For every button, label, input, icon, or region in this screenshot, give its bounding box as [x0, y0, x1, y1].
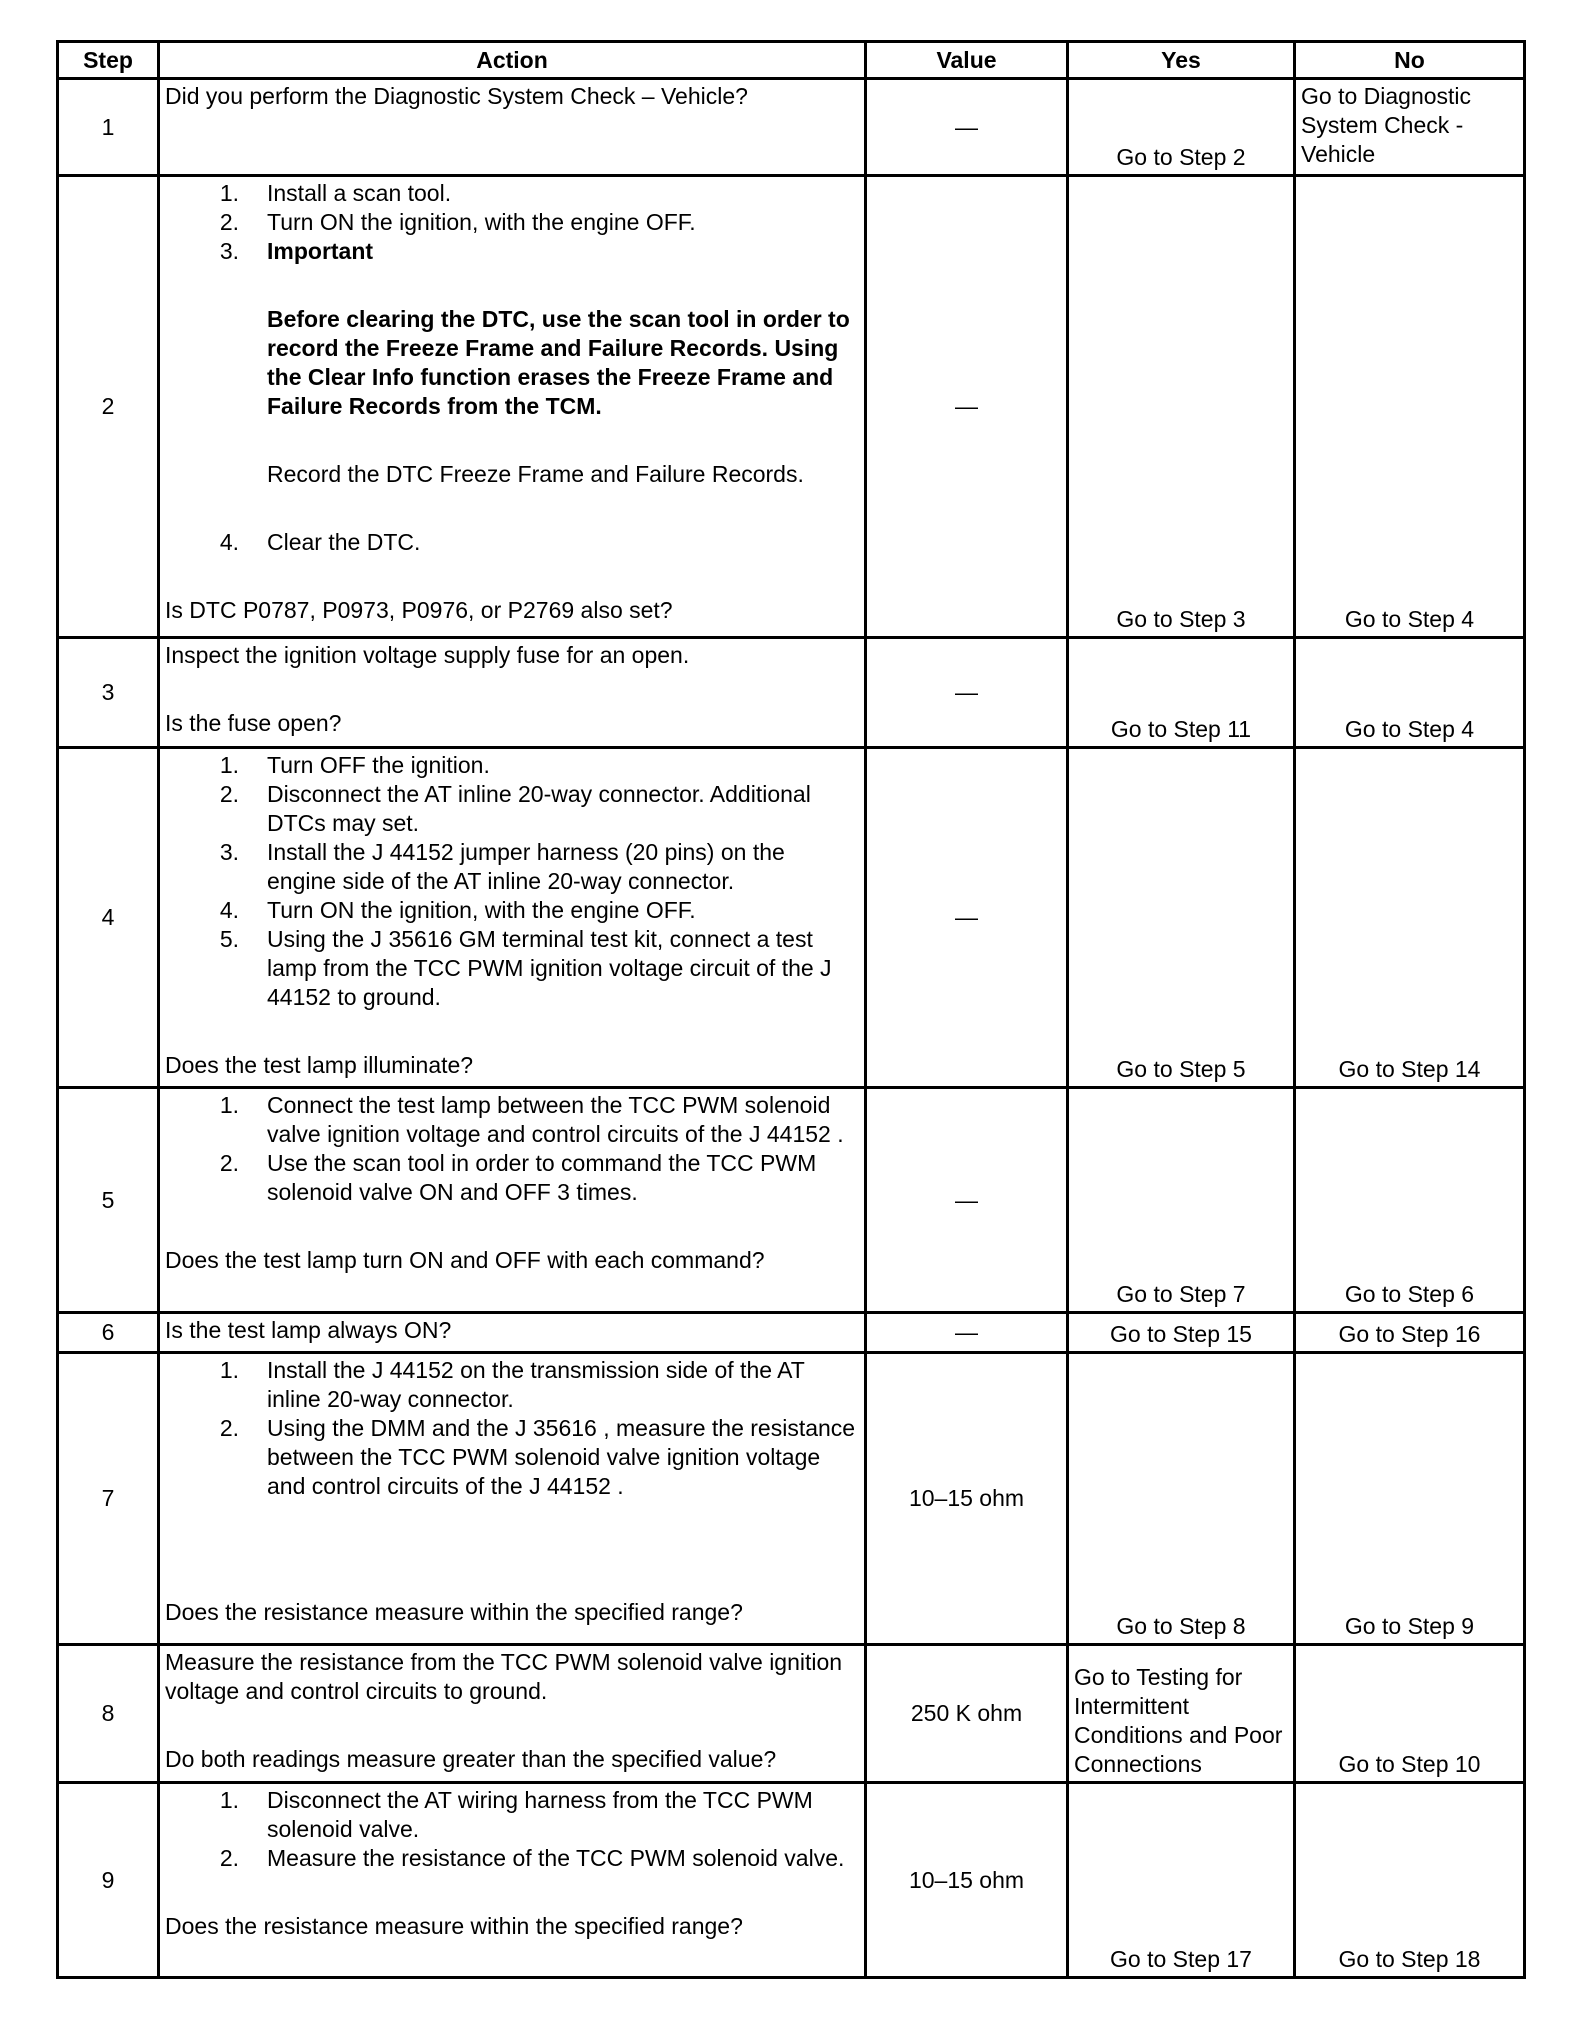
- step-number: 1: [58, 79, 159, 176]
- value-cell: 10–15 ohm: [866, 1783, 1068, 1978]
- list-item: [165, 528, 859, 557]
- no-cell: Go to Diagnostic System Check - Vehicle: [1295, 79, 1525, 176]
- table-row: [58, 1353, 1525, 1645]
- no-cell: Go to Step 18: [1295, 1783, 1525, 1978]
- item-number: 2.: [219, 1415, 239, 1441]
- step-number: 6: [58, 1313, 159, 1353]
- list-item: [165, 1414, 859, 1501]
- yes-cell: Go to Step 3: [1068, 176, 1295, 638]
- table-row: [58, 1313, 1525, 1353]
- action-cell: [159, 1353, 866, 1645]
- item-number: 1.: [219, 1787, 239, 1813]
- list-item: [165, 780, 859, 838]
- list-item: [165, 1786, 859, 1844]
- list-item: [165, 925, 859, 1012]
- record-note: Record the DTC Freeze Frame and Failure Records.: [267, 461, 804, 487]
- value-cell: —: [866, 748, 1068, 1088]
- list-item: [165, 208, 859, 237]
- step-number: 5: [58, 1088, 159, 1313]
- action-text: Is the test lamp always ON?: [165, 1317, 452, 1343]
- action-text: Inspect the ignition voltage supply fuse for an open.: [165, 642, 690, 668]
- value-cell: —: [866, 1313, 1068, 1353]
- item-number: 2.: [219, 1845, 239, 1871]
- item-number: 3.: [219, 839, 239, 865]
- item-number: 2.: [219, 209, 239, 235]
- item-text: Clear the DTC.: [267, 529, 421, 555]
- question-text: Does the resistance measure within the specified range?: [165, 1599, 743, 1625]
- list-item: [165, 751, 859, 780]
- item-number: 4.: [219, 897, 239, 923]
- no-cell: Go to Step 9: [1295, 1353, 1525, 1645]
- action-cell: [159, 1088, 866, 1313]
- item-number: 5.: [219, 926, 239, 952]
- header-step: Step: [58, 42, 159, 79]
- question-text: Does the test lamp illuminate?: [165, 1052, 474, 1078]
- important-label: Important: [267, 238, 374, 264]
- item-number: 1.: [219, 180, 239, 206]
- action-cell: [159, 638, 866, 748]
- item-text: Disconnect the AT wiring harness from the TCC PWM solenoid valve.: [267, 1787, 813, 1842]
- item-number: 1.: [219, 752, 239, 778]
- item-number: 1.: [219, 1092, 239, 1118]
- table-row: [58, 1088, 1525, 1313]
- item-text: Install the J 44152 jumper harness (20 pins) on the engine side of the AT inline 20-way connector.: [267, 839, 785, 894]
- yes-cell: Go to Step 11: [1068, 638, 1295, 748]
- question-text: Is DTC P0787, P0973, P0976, or P2769 also set?: [165, 597, 673, 623]
- item-number: 1.: [219, 1357, 239, 1383]
- item-number: 4.: [219, 529, 239, 555]
- action-cell: [159, 79, 866, 176]
- item-number: 2.: [219, 781, 239, 807]
- list-item: [165, 237, 859, 266]
- yes-cell: Go to Step 15: [1068, 1313, 1295, 1353]
- table-row: [58, 748, 1525, 1088]
- list-item: [165, 179, 859, 208]
- question-text: Is the fuse open?: [165, 710, 342, 736]
- action-text: Measure the resistance from the TCC PWM solenoid valve ignition voltage and control circuits to ground.: [165, 1649, 843, 1704]
- item-text: Connect the test lamp between the TCC PWM solenoid valve ignition voltage and control circuits of the J 44152 .: [267, 1092, 844, 1147]
- item-text: Turn ON the ignition, with the engine OFF.: [267, 897, 696, 923]
- no-cell: Go to Step 16: [1295, 1313, 1525, 1353]
- action-cell: [159, 1313, 866, 1353]
- list-item: [165, 1091, 859, 1149]
- yes-cell: Go to Testing for Intermittent Conditions and Poor Connections: [1068, 1645, 1295, 1783]
- value-cell: —: [866, 79, 1068, 176]
- table-row: [58, 638, 1525, 748]
- item-text: Use the scan tool in order to command the TCC PWM solenoid valve ON and OFF 3 times.: [267, 1150, 817, 1205]
- item-text: Measure the resistance of the TCC PWM solenoid valve.: [267, 1845, 845, 1871]
- header-value: Value: [866, 42, 1068, 79]
- item-number: 2.: [219, 1150, 239, 1176]
- yes-cell: Go to Step 7: [1068, 1088, 1295, 1313]
- yes-cell: Go to Step 8: [1068, 1353, 1295, 1645]
- value-cell: 10–15 ohm: [866, 1353, 1068, 1645]
- action-cell: [159, 176, 866, 638]
- item-text: Install a scan tool.: [267, 180, 452, 206]
- value-cell: 250 K ohm: [866, 1645, 1068, 1783]
- value-cell: —: [866, 176, 1068, 638]
- no-cell: Go to Step 4: [1295, 638, 1525, 748]
- item-text: Using the DMM and the J 35616 , measure the resistance between the TCC PWM solenoid valve ignition voltage and control circuits of the J 44152 .: [267, 1415, 856, 1499]
- important-note: Before clearing the DTC, use the scan tool in order to record the Freeze Frame and Failure Records. Using the Clear Info function erases the Freeze Frame and Failure Records from the TCM.: [267, 306, 850, 419]
- step-number: 3: [58, 638, 159, 748]
- item-number: 3.: [219, 238, 239, 264]
- header-row: [58, 42, 1525, 79]
- step-number: 4: [58, 748, 159, 1088]
- list-item: [165, 1844, 859, 1873]
- item-text: Using the J 35616 GM terminal test kit, connect a test lamp from the TCC PWM ignition voltage circuit of the J 44152 to ground.: [267, 926, 832, 1010]
- no-cell: Go to Step 6: [1295, 1088, 1525, 1313]
- action-cell: [159, 748, 866, 1088]
- step-number: 7: [58, 1353, 159, 1645]
- diagnostic-table: [56, 40, 1526, 1979]
- header-yes: Yes: [1068, 42, 1295, 79]
- item-text: Disconnect the AT inline 20-way connector. Additional DTCs may set.: [267, 781, 811, 836]
- question-text: Does the test lamp turn ON and OFF with each command?: [165, 1247, 765, 1273]
- item-text: Turn ON the ignition, with the engine OFF.: [267, 209, 696, 235]
- table-row: [58, 79, 1525, 176]
- no-cell: Go to Step 14: [1295, 748, 1525, 1088]
- step-number: 2: [58, 176, 159, 638]
- action-text: Did you perform the Diagnostic System Check – Vehicle?: [165, 83, 748, 109]
- list-item: [165, 1149, 859, 1207]
- yes-cell: Go to Step 17: [1068, 1783, 1295, 1978]
- no-cell: Go to Step 10: [1295, 1645, 1525, 1783]
- question-text: Do both readings measure greater than the specified value?: [165, 1746, 777, 1772]
- item-text: Install the J 44152 on the transmission side of the AT inline 20-way connector.: [267, 1357, 805, 1412]
- header-action: Action: [159, 42, 866, 79]
- yes-cell: Go to Step 2: [1068, 79, 1295, 176]
- list-item: [165, 896, 859, 925]
- no-cell: Go to Step 4: [1295, 176, 1525, 638]
- question-text: Does the resistance measure within the specified range?: [165, 1913, 743, 1939]
- list-item: [165, 1356, 859, 1414]
- table-row: [58, 1645, 1525, 1783]
- value-cell: —: [866, 638, 1068, 748]
- table-row: [58, 176, 1525, 638]
- yes-cell: Go to Step 5: [1068, 748, 1295, 1088]
- action-cell: [159, 1783, 866, 1978]
- step-number: 9: [58, 1783, 159, 1978]
- table-row: [58, 1783, 1525, 1978]
- list-item: [165, 838, 859, 896]
- header-no: No: [1295, 42, 1525, 79]
- value-cell: —: [866, 1088, 1068, 1313]
- item-text: Turn OFF the ignition.: [267, 752, 490, 778]
- step-number: 8: [58, 1645, 159, 1783]
- action-cell: [159, 1645, 866, 1783]
